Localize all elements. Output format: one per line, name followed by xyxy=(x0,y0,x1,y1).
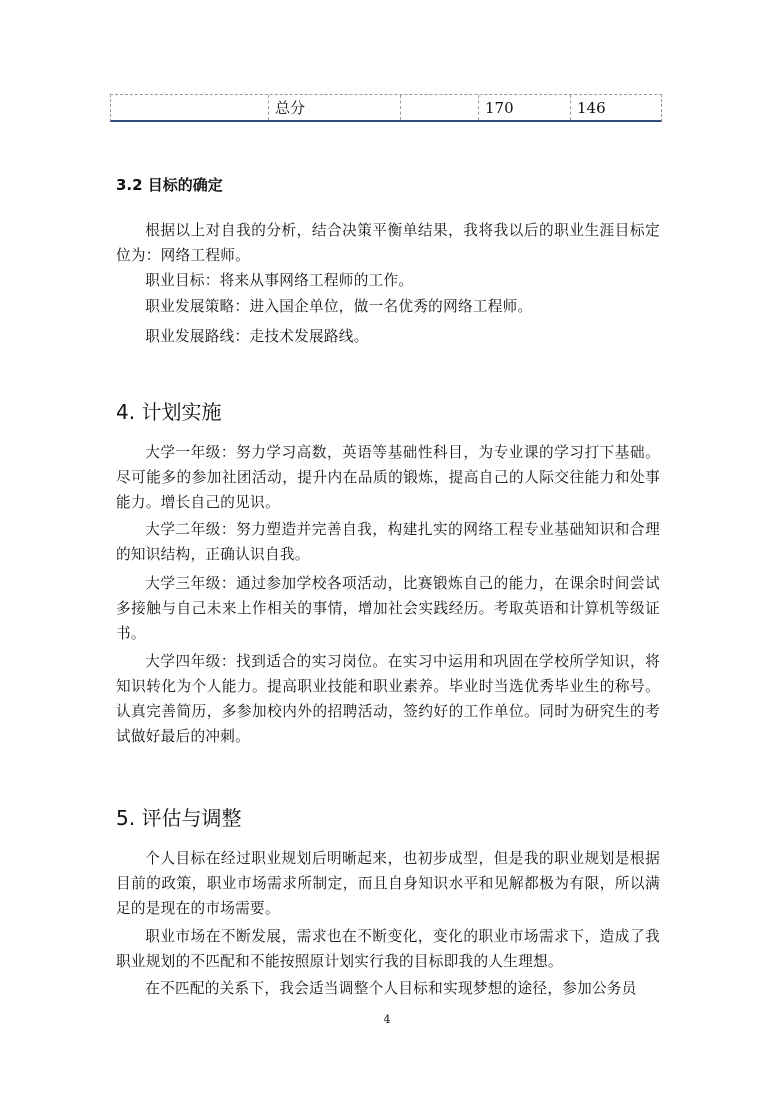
table-cell-empty-2 xyxy=(401,95,479,120)
section-3-2-paragraph-2: 职业目标：将来从事网络工程师的工作。 xyxy=(145,272,414,289)
section-4-paragraph-4: 大学四年级：找到适合的实习岗位。在实习中运用和巩固在学校所学知识，将知识转化为个人能力。提高职业技能和职业素养。毕业时当选优秀毕业生的称号。认真完善简历，多参加校内外的招聘活动，签约好的工作单位。同时为研究生的考试做好最后的冲刺。 xyxy=(116,653,660,745)
section-3-2-paragraph-4: 职业发展路线：走技术发展路线。 xyxy=(145,328,369,345)
section-5-paragraph-1: 个人目标在经过职业规划后明晰起来，也初步成型，但是我的职业规划是根据目前的政策，职业市场需求所制定，而且自身知识水平和见解都极为有限，所以满足的是现在的市场需要。 xyxy=(116,850,660,917)
section-4-heading: 4. 计划实施 xyxy=(116,400,222,424)
section-4-paragraph-3: 大学三年级：通过参加学校各项活动，比赛锻炼自己的能力，在课余时间尝试多接触与自己未来上作相关的事情，增加社会实践经历。考取英语和计算机等级证书。 xyxy=(116,575,660,642)
section-4-paragraph-1: 大学一年级：努力学习高数，英语等基础性科目，为专业课的学习打下基础。尽可能多的参加社团活动，提升内在品质的锻炼，提高自己的人际交往能力和处事能力。增长自己的见识。 xyxy=(116,444,660,511)
section-3-2-paragraph-3: 职业发展策略：进入国企单位，做一名优秀的网络工程师。 xyxy=(145,298,533,315)
table-cell-score-1: 170 xyxy=(479,95,571,120)
section-4-paragraph-2: 大学二年级：努力塑造并完善自我，构建扎实的网络工程专业基础知识和合理的知识结构，正确认识自我。 xyxy=(116,521,660,563)
section-3-2-paragraph-1: 根据以上对自我的分析，结合决策平衡单结果，我将我以后的职业生涯目标定位为：网络工程师。 xyxy=(116,222,660,264)
table-cell-total-label: 总分 xyxy=(269,95,401,120)
section-5-heading: 5. 评估与调整 xyxy=(116,806,242,830)
table-cell-score-2: 146 xyxy=(577,99,606,117)
section-5-paragraph-3: 在不匹配的关系下，我会适当调整个人目标和实现梦想的途径，参加公务员 xyxy=(145,980,637,997)
page-number: 4 xyxy=(383,1013,391,1026)
table-cell-empty-1 xyxy=(111,95,269,120)
section-3-2-heading: 3.2 目标的确定 xyxy=(116,176,223,194)
score-table xyxy=(110,94,662,122)
section-5-paragraph-2: 职业市场在不断发展，需求也在不断变化，变化的职业市场需求下，造成了我职业规划的不匹配和不能按照原计划实行我的目标即我的人生理想。 xyxy=(116,928,660,970)
